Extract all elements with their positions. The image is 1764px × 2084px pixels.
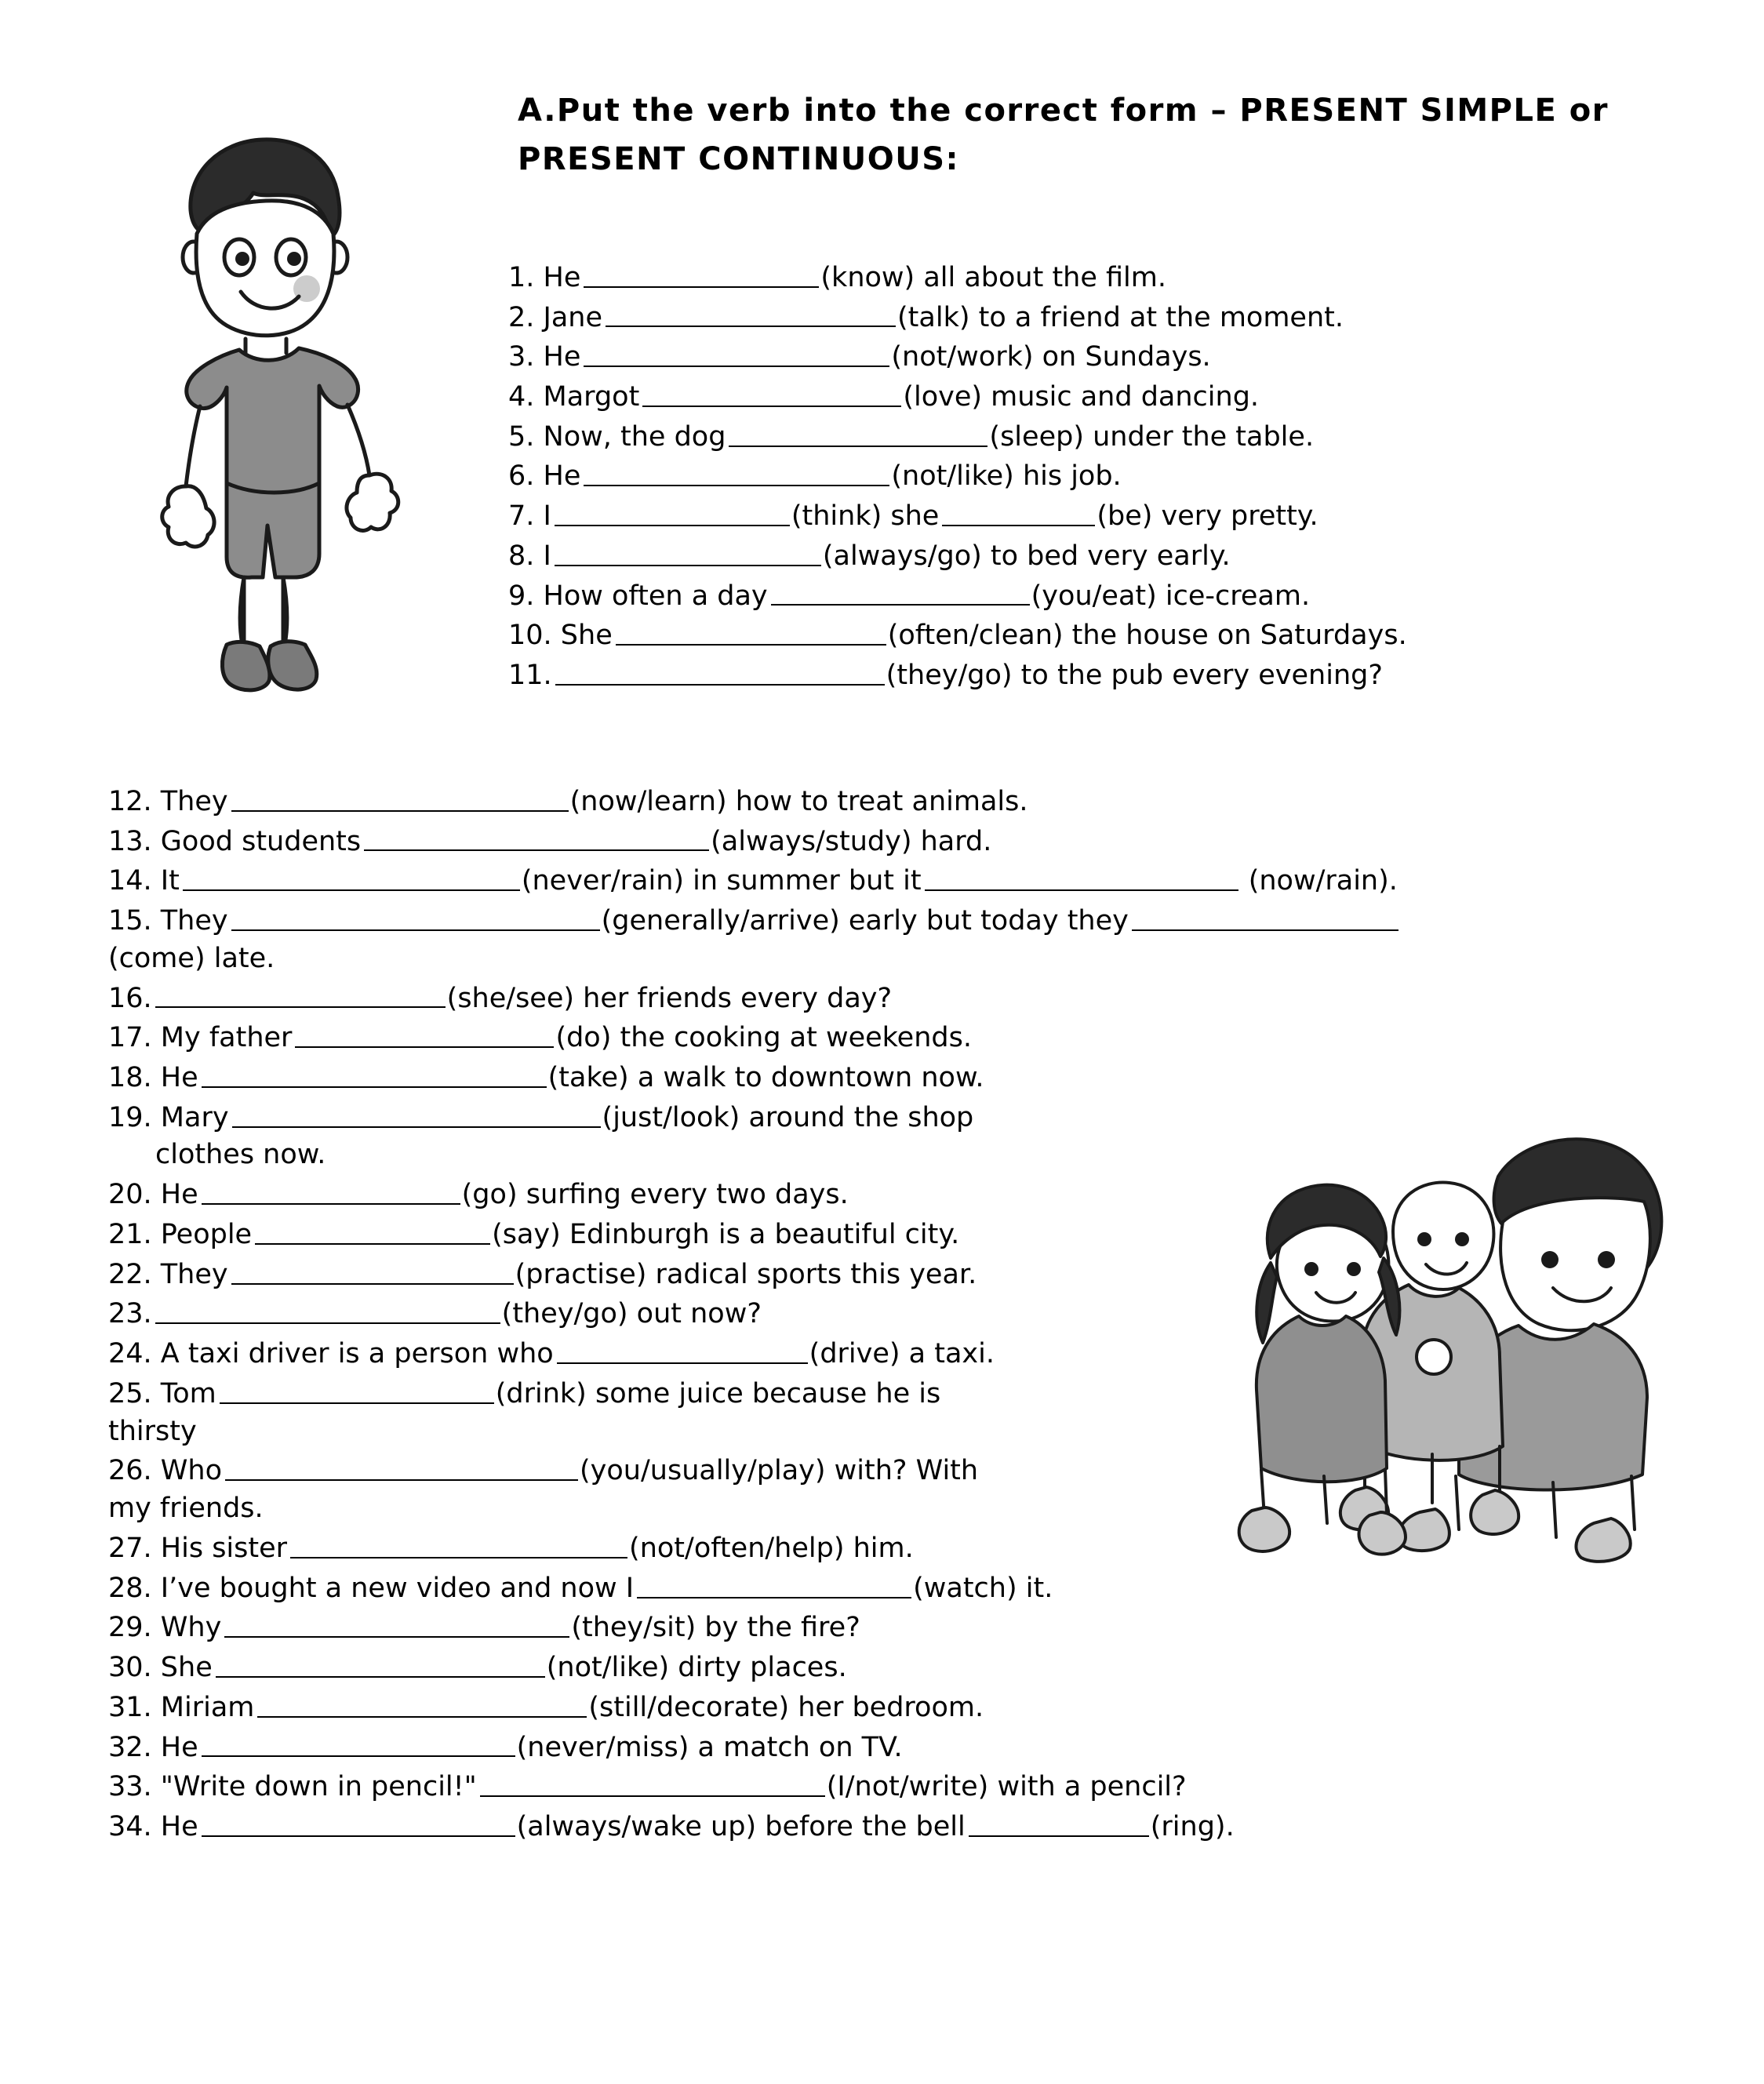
question-text-after-blank: (take) a walk to downtown now.: [547, 1061, 984, 1093]
question-item: [108, 821, 1732, 861]
question-item: [108, 1568, 1732, 1608]
answer-blank[interactable]: [220, 1373, 494, 1404]
question-item: [508, 655, 1685, 695]
questions-list-top: [508, 257, 1685, 695]
question-text-before-blank: Why: [151, 1612, 222, 1644]
heading-line-1: A.Put the verb into the correct form – PRESENT SIMPLE or: [518, 93, 1609, 129]
answer-blank[interactable]: [231, 781, 569, 812]
question-text-before-blank: They: [151, 904, 228, 937]
question-number: 10.: [508, 619, 552, 651]
answer-blank[interactable]: [155, 978, 446, 1009]
answer-blank[interactable]: [202, 1057, 547, 1088]
question-text-after-blank: (still/decorate) her bedroom.: [588, 1691, 984, 1723]
question-text-before-blank: I: [534, 540, 551, 572]
question-item: [508, 456, 1685, 496]
question-text-after-blank: (you/eat) ice-cream.: [1031, 580, 1311, 612]
question-text-after-blank: (sleep) under the table.: [989, 420, 1315, 453]
question-item: [108, 978, 1732, 1018]
question-item: [108, 1057, 1732, 1097]
question-number: 17.: [108, 1022, 152, 1054]
question-continuation-line: my friends.: [108, 1493, 264, 1525]
question-number: 7.: [508, 500, 535, 532]
answer-blank[interactable]: [555, 496, 790, 526]
question-text-after-blank: (they/sit) by the fire?: [571, 1612, 860, 1644]
question-text-after-blank: (do) the cooking at weekends.: [555, 1022, 972, 1054]
question-item: [508, 496, 1685, 536]
question-text-before-blank: He: [151, 1061, 198, 1093]
question-item: [108, 1806, 1732, 1846]
question-item: [508, 257, 1685, 297]
answer-blank[interactable]: [231, 900, 600, 931]
question-number: 33.: [108, 1770, 152, 1802]
question-text-after-blank: (drive) a taxi.: [809, 1337, 995, 1369]
question-number: 28.: [108, 1572, 152, 1604]
question-text-before-blank: Good students: [151, 825, 362, 857]
question-number: 20.: [108, 1179, 152, 1211]
question-number: 14.: [108, 865, 152, 897]
question-number: 31.: [108, 1691, 152, 1723]
question-text-before-blank: Now, the dog: [534, 420, 726, 453]
answer-blank[interactable]: [729, 416, 987, 447]
question-number: 12.: [108, 785, 152, 817]
answer-blank[interactable]: [555, 655, 885, 686]
question-number: 8.: [508, 540, 535, 572]
answer-blank[interactable]: [255, 1214, 490, 1245]
question-text-after-blank: (often/clean) the house on Saturdays.: [887, 619, 1407, 651]
question-item: [108, 1097, 1732, 1137]
question-text-after-blank: (say) Edinburgh is a beautiful city.: [492, 1218, 960, 1250]
question-text-before-blank: They: [151, 785, 228, 817]
question-text-before-blank: It: [151, 865, 180, 897]
question-text-after-blank: (watch) it.: [913, 1572, 1053, 1604]
question-text-before-blank: He: [151, 1810, 198, 1842]
question-item: [508, 576, 1685, 616]
question-text-after-blank: (not/like) his job.: [891, 460, 1122, 493]
question-text-after-blank: (know) all about the film.: [820, 261, 1167, 293]
question-text-after-blank: (go) surfing every two days.: [461, 1179, 849, 1211]
question-text-after-blank: (always/study) hard.: [711, 825, 992, 857]
answer-blank[interactable]: [225, 1450, 578, 1481]
question-number: 9.: [508, 580, 535, 612]
question-item: [108, 1017, 1732, 1057]
answer-blank[interactable]: [584, 456, 889, 486]
question-number: 26.: [108, 1455, 152, 1487]
question-text-before-blank: A taxi driver is a person who: [151, 1337, 554, 1369]
question-text-after-blank: (not/work) on Sundays.: [891, 341, 1211, 373]
question-number: 2.: [508, 301, 535, 333]
question-number: 22.: [108, 1258, 152, 1290]
question-text-before-blank: I: [534, 500, 551, 532]
answer-blank[interactable]: [202, 1174, 460, 1205]
answer-blank[interactable]: [364, 821, 709, 852]
question-text-before-blank: Mary: [151, 1101, 229, 1133]
answer-blank-secondary[interactable]: [1132, 900, 1398, 931]
question-number: 5.: [508, 420, 535, 453]
question-text-before-blank: He: [151, 1731, 198, 1763]
question-text-after-blank: (now/learn) how to treat animals.: [569, 785, 1028, 817]
question-number: 4.: [508, 380, 535, 413]
question-item: [108, 1293, 1732, 1333]
answer-blank[interactable]: [557, 1333, 808, 1364]
answer-blank[interactable]: [257, 1687, 587, 1718]
question-item: [108, 1647, 1732, 1687]
question-text-before-blank: I’ve bought a new video and now I: [151, 1572, 635, 1604]
answer-blank[interactable]: [183, 860, 520, 891]
question-text-after-blank: (you/usually/play) with? With: [580, 1455, 979, 1487]
answer-blank[interactable]: [584, 257, 819, 288]
answer-blank[interactable]: [231, 1254, 514, 1285]
heading-line-2: PRESENT CONTINUOUS:: [518, 141, 960, 177]
question-number: 24.: [108, 1337, 152, 1369]
question-number: 13.: [108, 825, 152, 857]
question-text-after-blank: (I/not/write) with a pencil?: [826, 1770, 1187, 1802]
answer-blank[interactable]: [616, 615, 886, 646]
question-number: 3.: [508, 341, 535, 373]
question-text-after-blank: (they/go) out now?: [501, 1298, 762, 1330]
question-number: 32.: [108, 1731, 152, 1763]
question-continuation-line: (come) late.: [108, 942, 275, 974]
question-item: [108, 1727, 1732, 1767]
question-number: 29.: [108, 1612, 152, 1644]
question-text-before-blank: Miriam: [151, 1691, 255, 1723]
question-item: [108, 1373, 1732, 1413]
questions-list-main: [108, 781, 1732, 1846]
question-text-before-blank: He: [534, 341, 581, 373]
question-number: 15.: [108, 904, 152, 937]
question-number: 16.: [108, 982, 152, 1014]
boy-cartoon-illustration: [145, 118, 404, 714]
question-number: 23.: [108, 1298, 152, 1330]
question-item: [508, 416, 1685, 456]
answer-blank-secondary[interactable]: [942, 496, 1095, 526]
question-text-tail: (now/rain).: [1239, 865, 1398, 897]
question-number: 19.: [108, 1101, 152, 1133]
question-text-after-blank: (she/see) her friends every day?: [446, 982, 893, 1014]
question-text-after-blank: (love) music and dancing.: [903, 380, 1260, 413]
question-number: 1.: [508, 261, 535, 293]
question-item: [508, 297, 1685, 337]
question-item: [108, 1254, 1732, 1294]
answer-blank[interactable]: [202, 1806, 515, 1837]
question-text-before-blank: Tom: [151, 1377, 216, 1409]
question-text-before-blank: His sister: [151, 1532, 288, 1564]
answer-blank[interactable]: [216, 1647, 545, 1678]
question-text-tail: (ring).: [1150, 1810, 1235, 1842]
question-text-after-blank: (think) she: [791, 500, 940, 532]
question-text-before-blank: People: [151, 1218, 253, 1250]
question-item: [108, 1214, 1732, 1254]
answer-blank[interactable]: [295, 1017, 554, 1048]
question-number: 21.: [108, 1218, 152, 1250]
answer-blank[interactable]: [232, 1097, 601, 1128]
question-number: 30.: [108, 1651, 152, 1683]
question-item: [108, 900, 1732, 940]
question-item: [508, 615, 1685, 655]
question-item: [108, 781, 1732, 821]
question-continuation-line: thirsty: [108, 1415, 197, 1447]
question-item: [108, 860, 1732, 900]
answer-blank[interactable]: [584, 336, 889, 367]
question-text-after-blank: (practise) radical sports this year.: [515, 1258, 977, 1290]
question-text-before-blank: She: [551, 619, 613, 651]
question-item: [508, 536, 1685, 576]
answer-blank-secondary[interactable]: [969, 1806, 1149, 1837]
answer-blank[interactable]: [202, 1727, 515, 1758]
answer-blank[interactable]: [642, 376, 901, 407]
question-text-after-blank: (always/go) to bed very early.: [822, 540, 1231, 572]
question-number: 18.: [108, 1061, 152, 1093]
question-number: 34.: [108, 1810, 152, 1842]
question-text-after-blank: (they/go) to the pub every evening?: [886, 659, 1383, 691]
answer-blank[interactable]: [290, 1528, 627, 1558]
question-item: [108, 1766, 1732, 1806]
answer-blank[interactable]: [155, 1293, 500, 1324]
question-item: [108, 1528, 1732, 1568]
question-text-before-blank: My father: [151, 1022, 293, 1054]
page-title: [518, 86, 1694, 184]
question-text-before-blank: Who: [151, 1455, 223, 1487]
question-number: 6.: [508, 460, 535, 493]
question-item: [108, 1333, 1732, 1373]
answer-blank[interactable]: [224, 1607, 569, 1638]
question-text-after-blank: (always/wake up) before the bell: [516, 1810, 966, 1842]
question-text-before-blank: Margot: [534, 380, 640, 413]
question-text-after-blank: (never/rain) in summer but it: [521, 865, 922, 897]
question-text-after-blank: (generally/arrive) early but today they: [601, 904, 1129, 937]
question-text-before-blank: How often a day: [534, 580, 768, 612]
question-item: [108, 1450, 1732, 1490]
question-item: [108, 1687, 1732, 1727]
question-item: [508, 376, 1685, 416]
question-number: 11.: [508, 659, 552, 691]
question-text-after-blank: (talk) to a friend at the moment.: [897, 301, 1344, 333]
question-item: [108, 1174, 1732, 1214]
question-continuation-line: clothes now.: [155, 1139, 326, 1171]
question-text-before-blank: He: [151, 1179, 198, 1211]
question-text-after-blank: (never/miss) a match on TV.: [516, 1731, 903, 1763]
question-item: [108, 1607, 1732, 1647]
answer-blank[interactable]: [555, 536, 821, 566]
question-text-before-blank: "Write down in pencil!": [151, 1770, 477, 1802]
question-item: [508, 336, 1685, 376]
question-text-after-blank: (not/like) dirty places.: [546, 1651, 847, 1683]
question-text-after-blank: (not/often/help) him.: [629, 1532, 914, 1564]
question-text-before-blank: He: [534, 261, 581, 293]
question-text-before-blank: Jane: [534, 301, 603, 333]
answer-blank[interactable]: [480, 1766, 825, 1797]
answer-blank-secondary[interactable]: [925, 860, 1238, 891]
question-text-before-blank: He: [534, 460, 581, 493]
question-number: 25.: [108, 1377, 152, 1409]
question-number: 27.: [108, 1532, 152, 1564]
answer-blank[interactable]: [771, 576, 1030, 606]
answer-blank[interactable]: [637, 1568, 911, 1598]
question-text-after-blank: (drink) some juice because he is: [495, 1377, 941, 1409]
question-text-before-blank: She: [151, 1651, 213, 1683]
answer-blank[interactable]: [606, 297, 896, 328]
question-text-tail: (be) very pretty.: [1097, 500, 1318, 532]
question-text-after-blank: (just/look) around the shop: [602, 1101, 974, 1133]
question-text-before-blank: They: [151, 1258, 228, 1290]
